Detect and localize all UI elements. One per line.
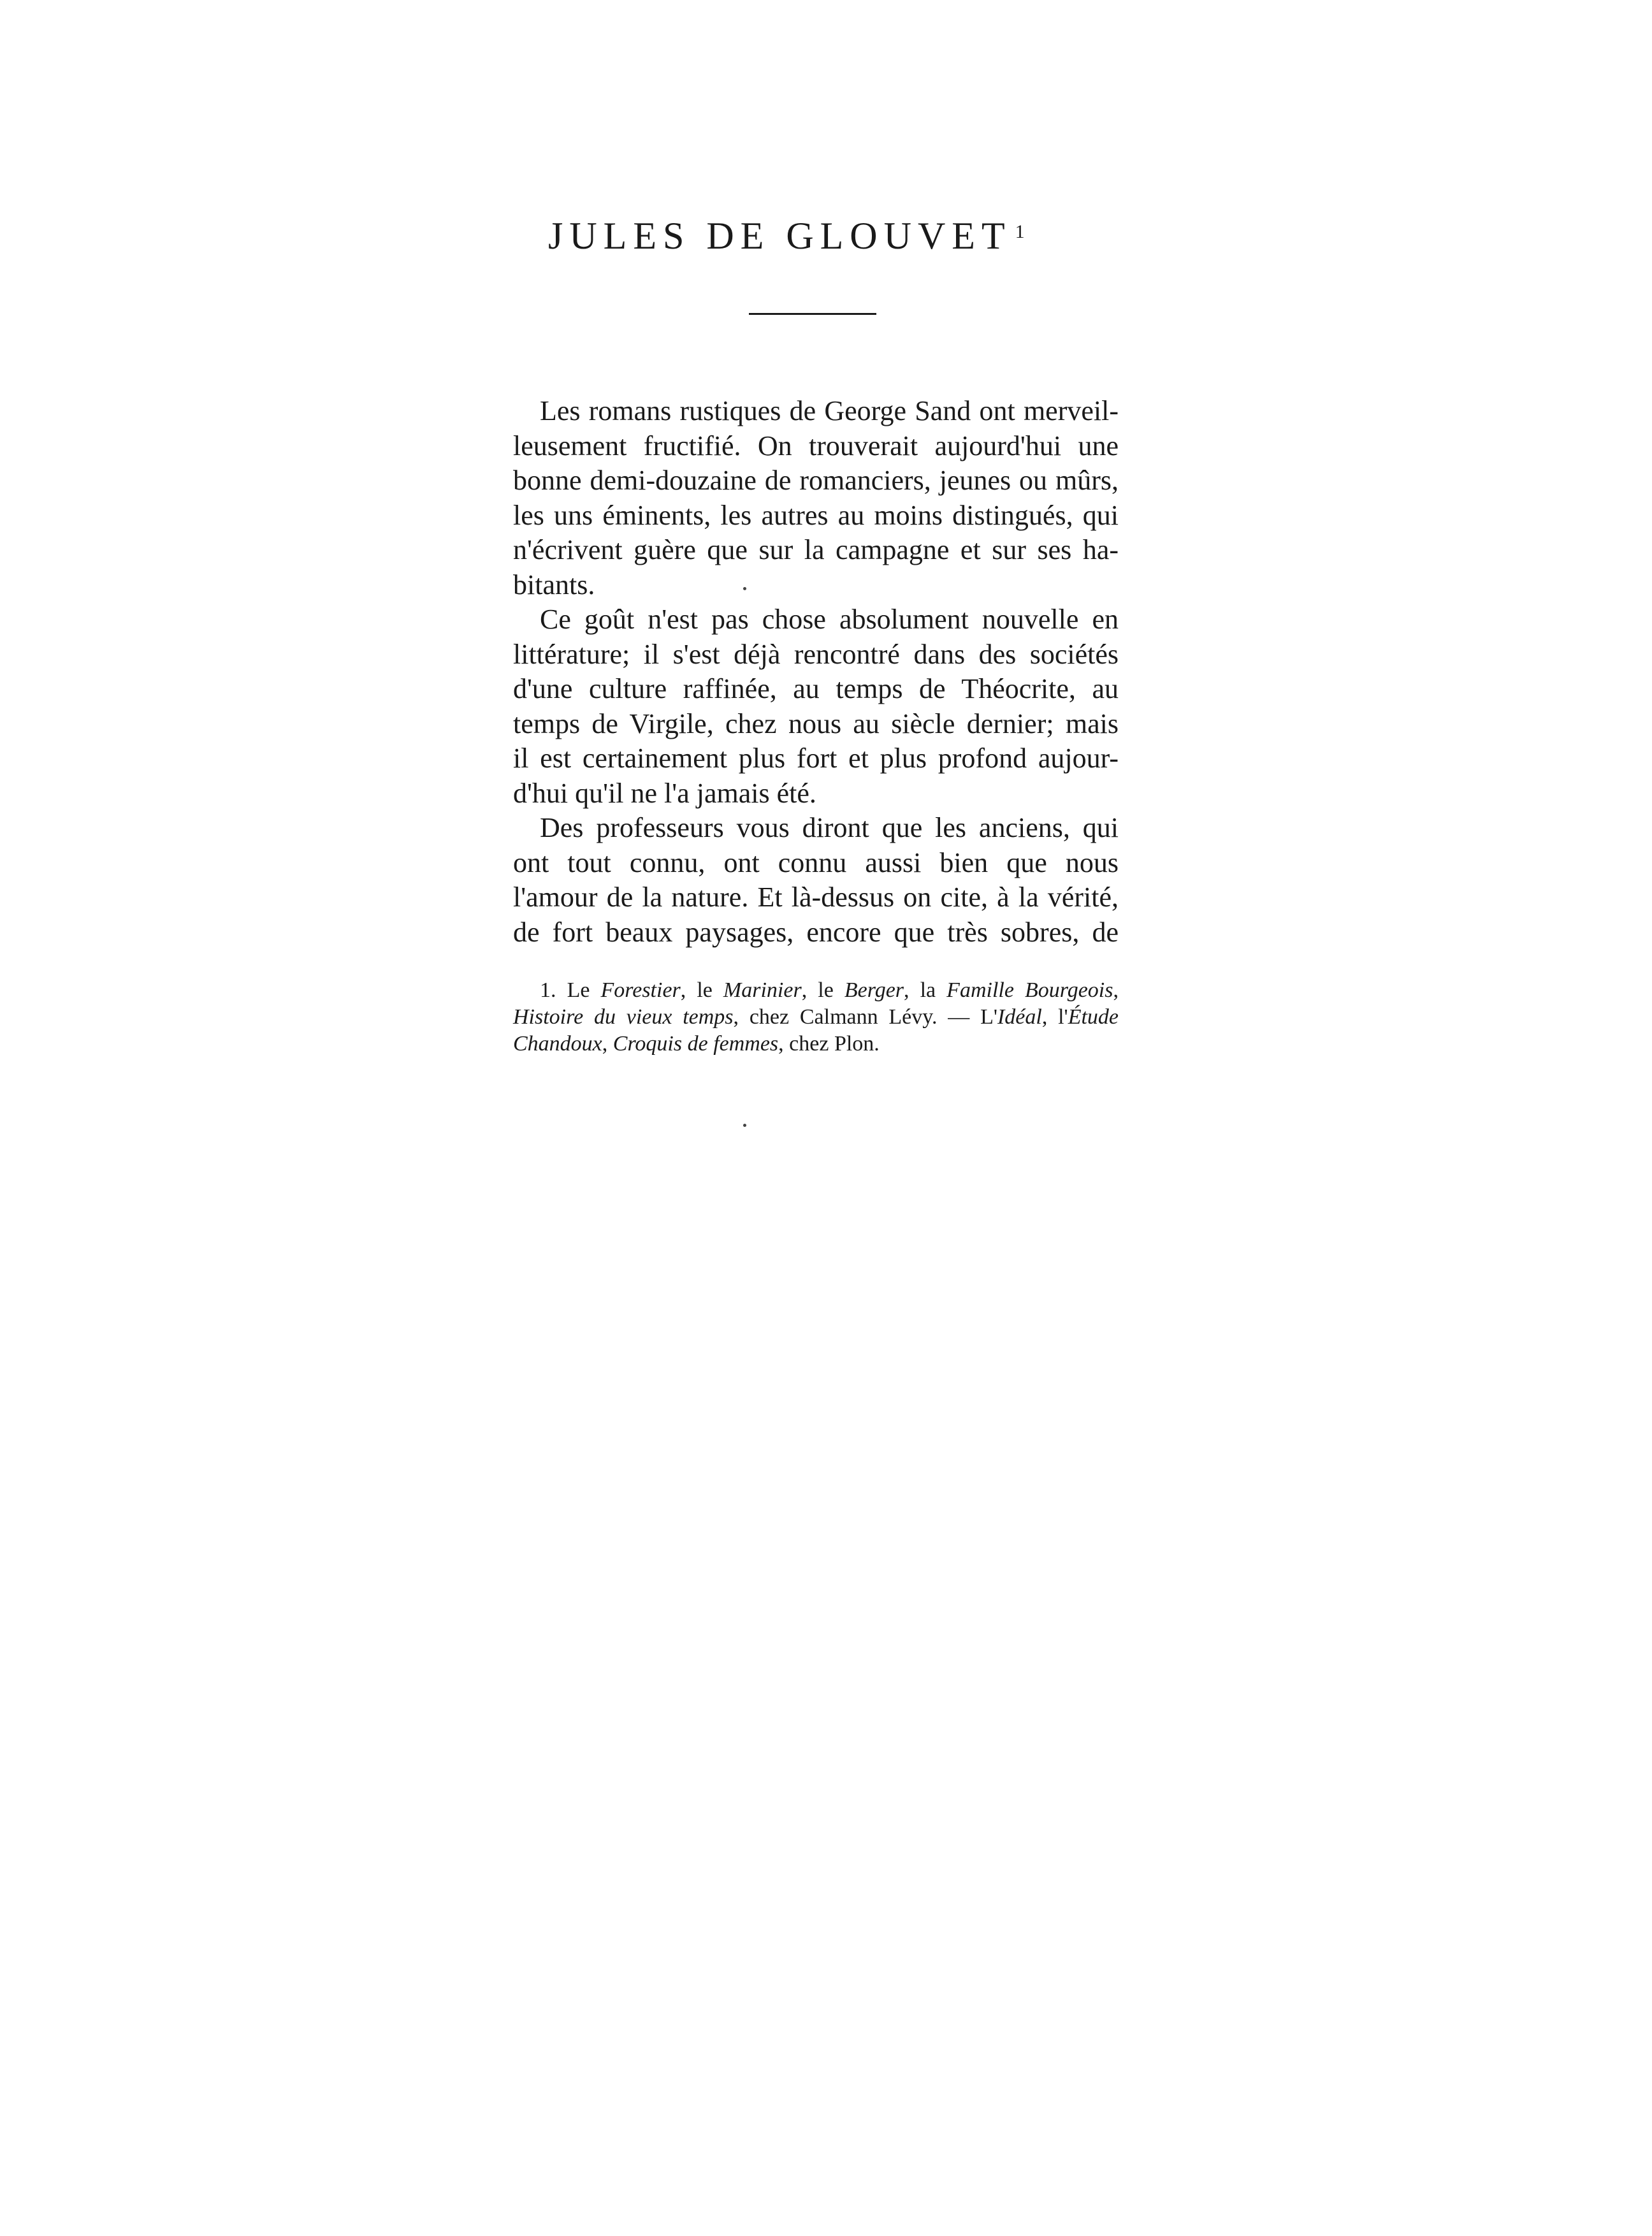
text-line: les uns éminents, les autres au moins distingués, qui: [513, 499, 1119, 531]
text-line: leusement fructifié. On trouverait aujourd'hui une: [513, 430, 1119, 461]
footnote-text: , la: [904, 978, 947, 1002]
text-line: bitants.: [513, 569, 595, 600]
text-line: n'écrivent guère que sur la campagne et sur ses ha-: [513, 534, 1119, 565]
footnote-text: , chez Plon.: [778, 1032, 880, 1056]
text-line: Des professeurs vous diront que les anciens, qui: [540, 812, 1119, 843]
footnote-text: , l': [1041, 1005, 1068, 1029]
text-line: Les romans rustiques de George Sand ont merveil-: [540, 395, 1119, 426]
text-line: littérature; il s'est déjà rencontré dans des sociétés: [513, 638, 1119, 670]
text-line: d'une culture raffinée, au temps de Théocrite, au: [513, 673, 1119, 704]
text-line: temps de Virgile, chez nous au siècle dernier; mais: [513, 708, 1119, 739]
footnote-line: [513, 1004, 1119, 1031]
footnote-title: Marinier: [723, 978, 802, 1002]
footnote-line: [513, 1031, 1119, 1057]
footnote-text: Le: [567, 978, 601, 1002]
text-line: il est certainement plus fort et plus profond aujour-: [513, 743, 1119, 774]
text-line: de fort beaux paysages, encore que très sobres, de: [513, 916, 1119, 948]
footnote-title: Idéal: [997, 1005, 1042, 1029]
footnote-text: ,: [602, 1032, 613, 1056]
footnote-number: 1.: [540, 978, 556, 1002]
footnote-title: Histoire du vieux temps: [513, 1005, 734, 1029]
footnote-title: Croquis de femmes: [612, 1032, 779, 1056]
text-line: bonne demi-douzaine de romanciers, jeunes ou mûrs,: [513, 465, 1119, 496]
scan-speck: [743, 1124, 746, 1127]
text-line: l'amour de la nature. Et là-dessus on cite, à la vérité,: [513, 882, 1119, 913]
footnote-title: Étude: [1068, 1005, 1119, 1029]
text-line: Ce goût n'est pas chose absolument nouvelle en: [540, 604, 1119, 635]
footnote-title: Forestier: [600, 978, 681, 1002]
footnote-line: [513, 977, 1119, 1004]
body-text: [513, 394, 1119, 950]
footnote-title: Berger: [844, 978, 904, 1002]
chapter-title-text: JULES DE GLOUVET: [548, 215, 1011, 257]
text-line: ont tout connu, ont connu aussi bien que nous: [513, 846, 1119, 878]
footnote: [513, 977, 1119, 1057]
scan-speck: [743, 587, 746, 590]
footnote-title: Famille Bourgeois: [946, 978, 1113, 1002]
footnote-title: Chandoux: [513, 1032, 602, 1056]
footnote-text: ,: [1113, 978, 1119, 1002]
footnote-text: , le: [680, 978, 723, 1002]
footnote-reference: 1: [1015, 221, 1025, 242]
title-rule: [749, 313, 876, 315]
footnote-text: , chez Calmann Lévy. — L': [733, 1005, 997, 1029]
footnote-text: , le: [801, 978, 844, 1002]
text-line: d'hui qu'il ne l'a jamais été.: [513, 777, 816, 809]
chapter-title: [548, 210, 1185, 261]
